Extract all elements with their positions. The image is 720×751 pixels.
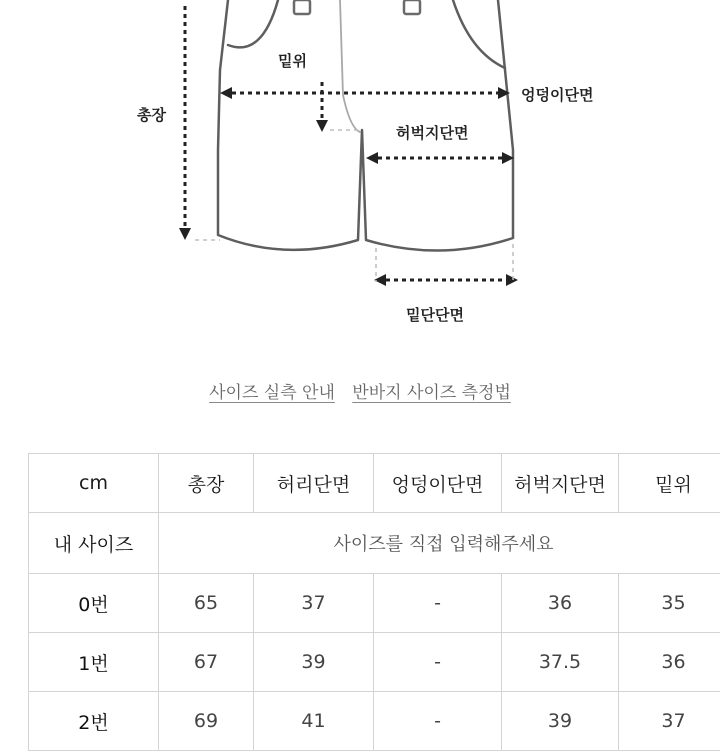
label-total-length: 총장: [137, 104, 166, 125]
header-waist: 허리단면: [254, 454, 374, 513]
cell-hip: -: [374, 574, 502, 633]
header-rise: 밑위: [619, 454, 720, 513]
measure-guide-link[interactable]: 반바지 사이즈 측정법: [352, 383, 511, 403]
label-rise: 밑위: [278, 50, 307, 71]
size-guide-link[interactable]: 사이즈 실측 안내: [209, 383, 335, 403]
cell-rise: 37: [619, 692, 720, 751]
cell-thigh: 37.5: [502, 633, 619, 692]
cell-hip: -: [374, 692, 502, 751]
cell-rise: 36: [619, 633, 720, 692]
table-header-row: [29, 454, 720, 513]
my-size-label: 내 사이즈: [29, 513, 159, 574]
header-hip: 엉덩이단면: [374, 454, 502, 513]
shorts-outline: [218, 0, 513, 251]
cell-thigh: 36: [502, 574, 619, 633]
size-label: 1번: [29, 633, 159, 692]
cell-total-length: 65: [159, 574, 254, 633]
cell-total-length: 67: [159, 633, 254, 692]
guide-lines: [195, 130, 513, 282]
header-unit: cm: [29, 454, 159, 513]
my-size-row: [29, 513, 720, 574]
size-label: 2번: [29, 692, 159, 751]
table-row: [29, 574, 720, 633]
label-thigh: 허벅지단면: [396, 122, 468, 143]
cell-waist: 41: [254, 692, 374, 751]
shorts-diagram: [0, 0, 720, 360]
label-hip: 엉덩이단면: [521, 84, 593, 105]
label-hem: 밑단단면: [406, 304, 464, 325]
cell-hip: -: [374, 633, 502, 692]
cell-waist: 39: [254, 633, 374, 692]
header-thigh: 허벅지단면: [502, 454, 619, 513]
cell-total-length: 69: [159, 692, 254, 751]
guide-links: [0, 378, 720, 403]
cell-thigh: 39: [502, 692, 619, 751]
my-size-input[interactable]: 사이즈를 직접 입력해주세요: [159, 513, 720, 574]
table-row: [29, 633, 720, 692]
header-total-length: 총장: [159, 454, 254, 513]
shorts-illustration: [0, 0, 720, 360]
cell-rise: 35: [619, 574, 720, 633]
cell-waist: 37: [254, 574, 374, 633]
table-row: [29, 692, 720, 751]
size-table: [28, 453, 720, 751]
size-label: 0번: [29, 574, 159, 633]
